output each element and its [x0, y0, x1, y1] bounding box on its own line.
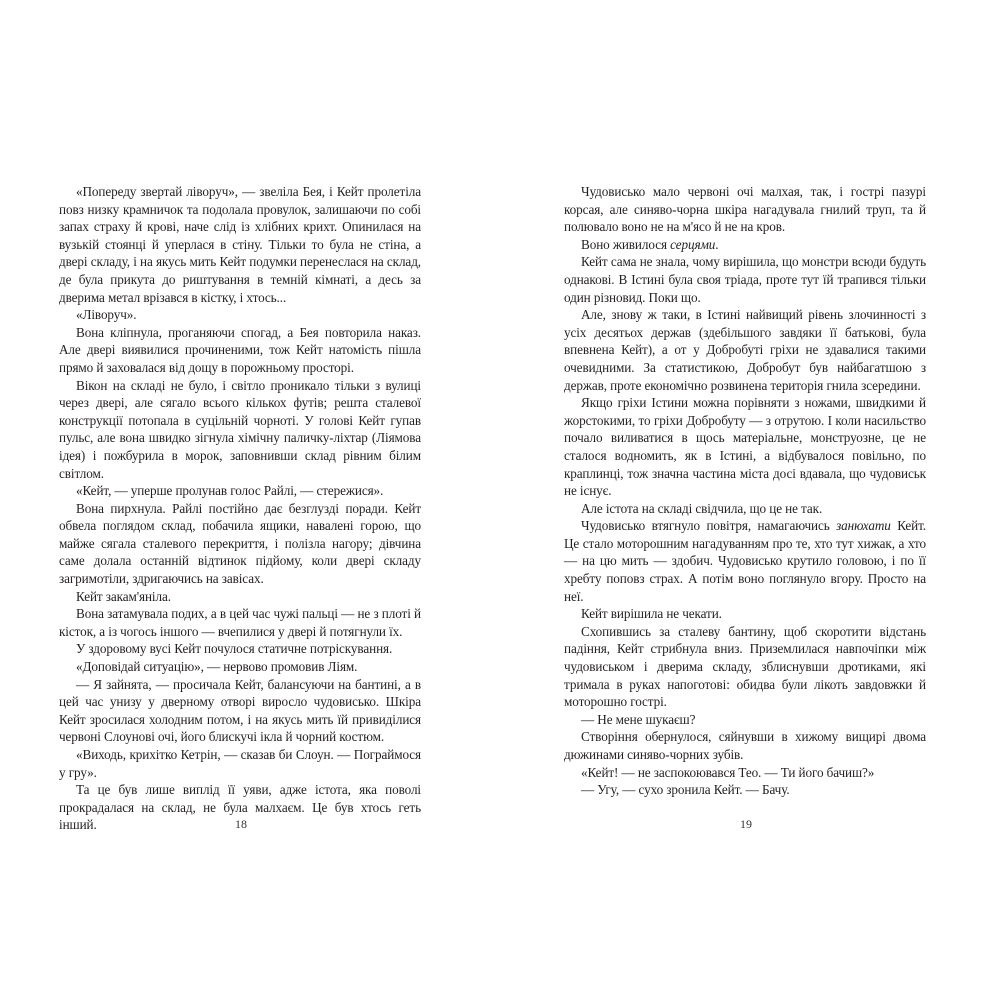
paragraph: Але, знову ж таки, в Істині найвищий рівень злочинності з усіх десятьох держав (здебільшого завдяки її батькові, була впевнена Кейт), а от у Добробуті гріхи не здавалися такими очевидними. За статистикою, Добробут був найбагатшою з держав, проте економічно розвинена територія гнила зсередини. — [564, 307, 926, 393]
paragraph: «Доповідай ситуацію», — нервово промовив Ліям. — [76, 659, 358, 675]
paragraph: «Попереду звертай ліворуч», — звеліла Бея, і Кейт пролетіла повз низку крамничок та подолала провулок, залишаючи по собі запах страху й крові, наче слід із хлібних крихт. Опинилася на вузькій стоянці й уперлася в стіну. Тільки то була не стіна, а двері складу, і на якусь мить Кейт подумки перенеслася на склад, де була прикута до риштування в темній кімнаті, а десь за дверима метал врізався в кістку, і хтось... — [59, 184, 421, 305]
paragraph: — Угу, — сухо зронила Кейт. — Бачу. — [581, 782, 790, 798]
right-page-text — [564, 183, 926, 799]
paragraph: Воно живилося серцями. — [581, 236, 719, 252]
paragraph: У здоровому вусі Кейт почулося статичне потріскування. — [76, 641, 393, 657]
paragraph: Вона затамувала подих, а в цей час чужі пальці — не з плоті й кісток, а із чогось іншого — вчепилися у двері й потягнули їх. — [59, 606, 421, 639]
paragraph: Якщо гріхи Істини можна порівняти з ножами, швидкими й жорстокими, то гріхи Добробуту — з отрутою. І коли насильство почало виливатися в щось матеріальне, монструозне, це не сталося водномить, як в Істині, а відбувалося повільно, по краплинці, тож значна частина міста досі вдавала, що чудовиськ не існує. — [564, 395, 926, 499]
paragraph: Та це був лише виплід її уяви, адже істота, яка поволі прокрадалася на склад, не була малхаєм. Це був хтось геть інший. — [59, 782, 421, 833]
right-page — [564, 183, 926, 799]
paragraph: — Я зайнята, — просичала Кейт, балансуючи на бантині, а в цей час унизу у дверному отворі виросло чудовисько. Шкіра Кейт зросилася холодним потом, і на якусь мить їй привиділися червоні Слоунові очі, його блискучі ікла й чорний костюм. — [59, 676, 421, 745]
paragraph: — Не мене шукаєш? — [581, 711, 696, 727]
paragraph: «Ліворуч». — [76, 307, 137, 323]
paragraph: «Кейт! — не заспокоювався Тео. — Ти його бачиш?» — [581, 764, 875, 780]
paragraph: Чудовисько втягнуло повітря, намагаючись занюхати Кейт. Це стало моторошним нагадуванням про те, хто тут хижак, а хто — на цю мить — здобич. Чудовисько крутило головою, і по її хребту поповз страх. А потім воно поглянуло вгору. Просто на неї. — [564, 518, 927, 604]
paragraph: Кейт закам'яніла. — [76, 588, 171, 604]
page-number: 18 — [235, 817, 247, 831]
paragraph: «Виходь, крихітко Кетрін, — сказав би Слоун. — Пограймося у гру». — [59, 747, 421, 780]
paragraph: Вона кліпнула, проганяючи спогад, а Бея повторила наказ. Але двері виявилися прочиненими, тож Кейт натомість пішла прямо й заховалася від дощу в порожньому просторі. — [59, 324, 421, 375]
page-number: 19 — [740, 817, 752, 831]
paragraph: Але істота на складі свідчила, що це не так. — [581, 500, 823, 516]
paragraph: Кейт сама не знала, чому вирішила, що монстри всюди будуть однакові. В Істині була своя тріада, проте тут їй трапився тільки один різновид. Поки що. — [564, 254, 926, 305]
paragraph: Вікон на складі не було, і світло проникало тільки з вулиці через двері, але сягало всього кількох футів; решта сталевої конструкції потопала в суцільній чорноті. У голові Кейт гупав пульс, але вона швидко зігнула хімічну паличку-ліхтар (Ліямова ідея) і пожбурила в морок, заповнивши склад рівним білим світлом. — [59, 377, 421, 481]
paragraph: «Кейт, — уперше пролунав голос Райлі, — стережися». — [76, 483, 384, 499]
paragraph: Схопившись за сталеву бантину, щоб скоротити відстань падіння, Кейт стрибнула вниз. Приземлилася навпочіпки між чудовиськом і дверима складу, зблиснувши дротиками, які тримала в руках напоготові: обидва були лікоть завдовжки й моторошно гострі. — [564, 623, 926, 710]
left-page — [59, 183, 421, 834]
left-page-text — [59, 183, 421, 834]
paragraph: Кейт вирішила не чекати. — [581, 606, 722, 622]
paragraph: Чудовисько мало червоні очі малхая, так, і гострі пазурі корсая, але синяво-чорна шкіра нагадувала гнилий труп, та й полювало воно не на м'ясо й не на кров. — [564, 184, 926, 235]
paragraph: Створіння обернулося, сяйнувши в хижому вищирі двома дюжинами синяво-чорних зубів. — [564, 729, 926, 762]
paragraph: Вона пирхнула. Райлі постійно дає безглузді поради. Кейт обвела поглядом склад, побачила ящики, навалені горою, що майже сягала сталевого перекриття, і полізла нагору; дівчина саме долала останній відтинок підйому, коли двері складу загримотіли, здригаючись на завісах. — [59, 500, 421, 587]
